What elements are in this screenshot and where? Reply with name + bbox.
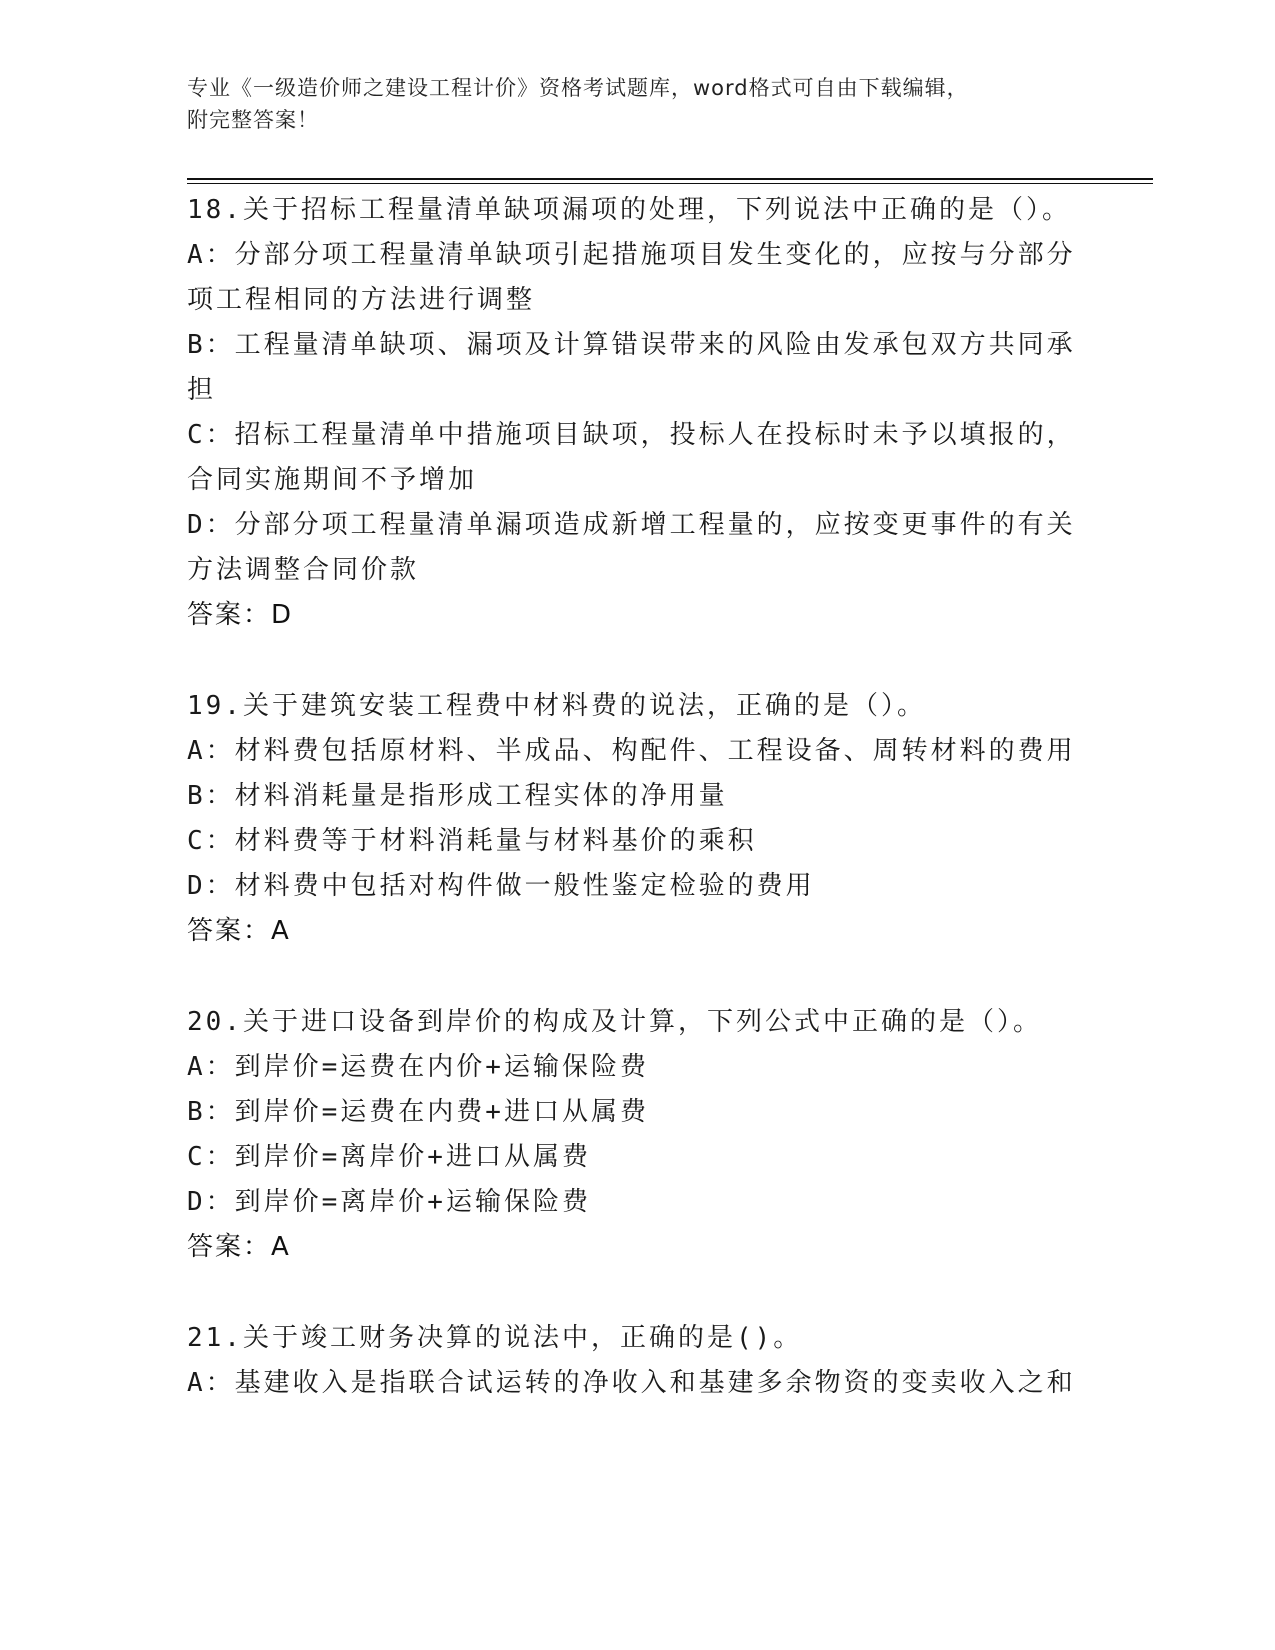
- option-b: B：工程量清单缺项、漏项及计算错误带来的风险由发承包双方共同承担: [187, 330, 1076, 405]
- header-line-2: 附完整答案！: [187, 108, 319, 132]
- header-divider-thin: [187, 183, 1153, 184]
- answer-line: 答案：A: [187, 916, 291, 946]
- option-a: A：材料费包括原材料、半成品、构配件、工程设备、周转材料的费用: [187, 736, 1076, 766]
- option-d: D：材料费中包括对构件做一般性鉴定检验的费用: [187, 871, 815, 901]
- option-c: C：材料费等于材料消耗量与材料基价的乘积: [187, 826, 757, 856]
- option-b: B：材料消耗量是指形成工程实体的净用量: [187, 781, 728, 811]
- option-d: D：到岸价=离岸价+运输保险费: [187, 1187, 591, 1217]
- answer-line: 答案：D: [187, 600, 294, 630]
- option-a: A：分部分项工程量清单缺项引起措施项目发生变化的，应按与分部分项工程相同的方法进行调整: [187, 240, 1076, 315]
- question-18: [187, 188, 1087, 638]
- question-stem: 21.关于竣工财务决算的说法中，正确的是()。: [187, 1323, 803, 1353]
- header-line-1: 专业《一级造价师之建设工程计价》资格考试题库，word格式可自由下载编辑，: [187, 76, 969, 100]
- header-divider-thick: [187, 178, 1153, 180]
- question-stem: 20.关于进口设备到岸价的构成及计算，下列公式中正确的是（）。: [187, 1007, 1042, 1037]
- answer-line: 答案：A: [187, 1232, 291, 1262]
- question-19: [187, 684, 1087, 954]
- option-c: C：到岸价=离岸价+进口从属费: [187, 1142, 591, 1172]
- option-c: C：招标工程量清单中措施项目缺项，投标人在投标时未予以填报的，合同实施期间不予增加: [187, 420, 1076, 495]
- question-21: [187, 1316, 1087, 1406]
- option-b: B：到岸价=运费在内费+进口从属费: [187, 1097, 649, 1127]
- option-a: A：到岸价=运费在内价+运输保险费: [187, 1052, 649, 1082]
- question-20: [187, 1000, 1087, 1270]
- question-list: [187, 188, 1087, 1452]
- option-a: A：基建收入是指联合试运转的净收入和基建多余物资的变卖收入之和: [187, 1368, 1076, 1398]
- document-header: [187, 72, 1087, 136]
- question-stem: 18.关于招标工程量清单缺项漏项的处理，下列说法中正确的是（）。: [187, 195, 1071, 225]
- question-stem: 19.关于建筑安装工程费中材料费的说法，正确的是（）。: [187, 691, 926, 721]
- option-d: D：分部分项工程量清单漏项造成新增工程量的，应按变更事件的有关方法调整合同价款: [187, 510, 1076, 585]
